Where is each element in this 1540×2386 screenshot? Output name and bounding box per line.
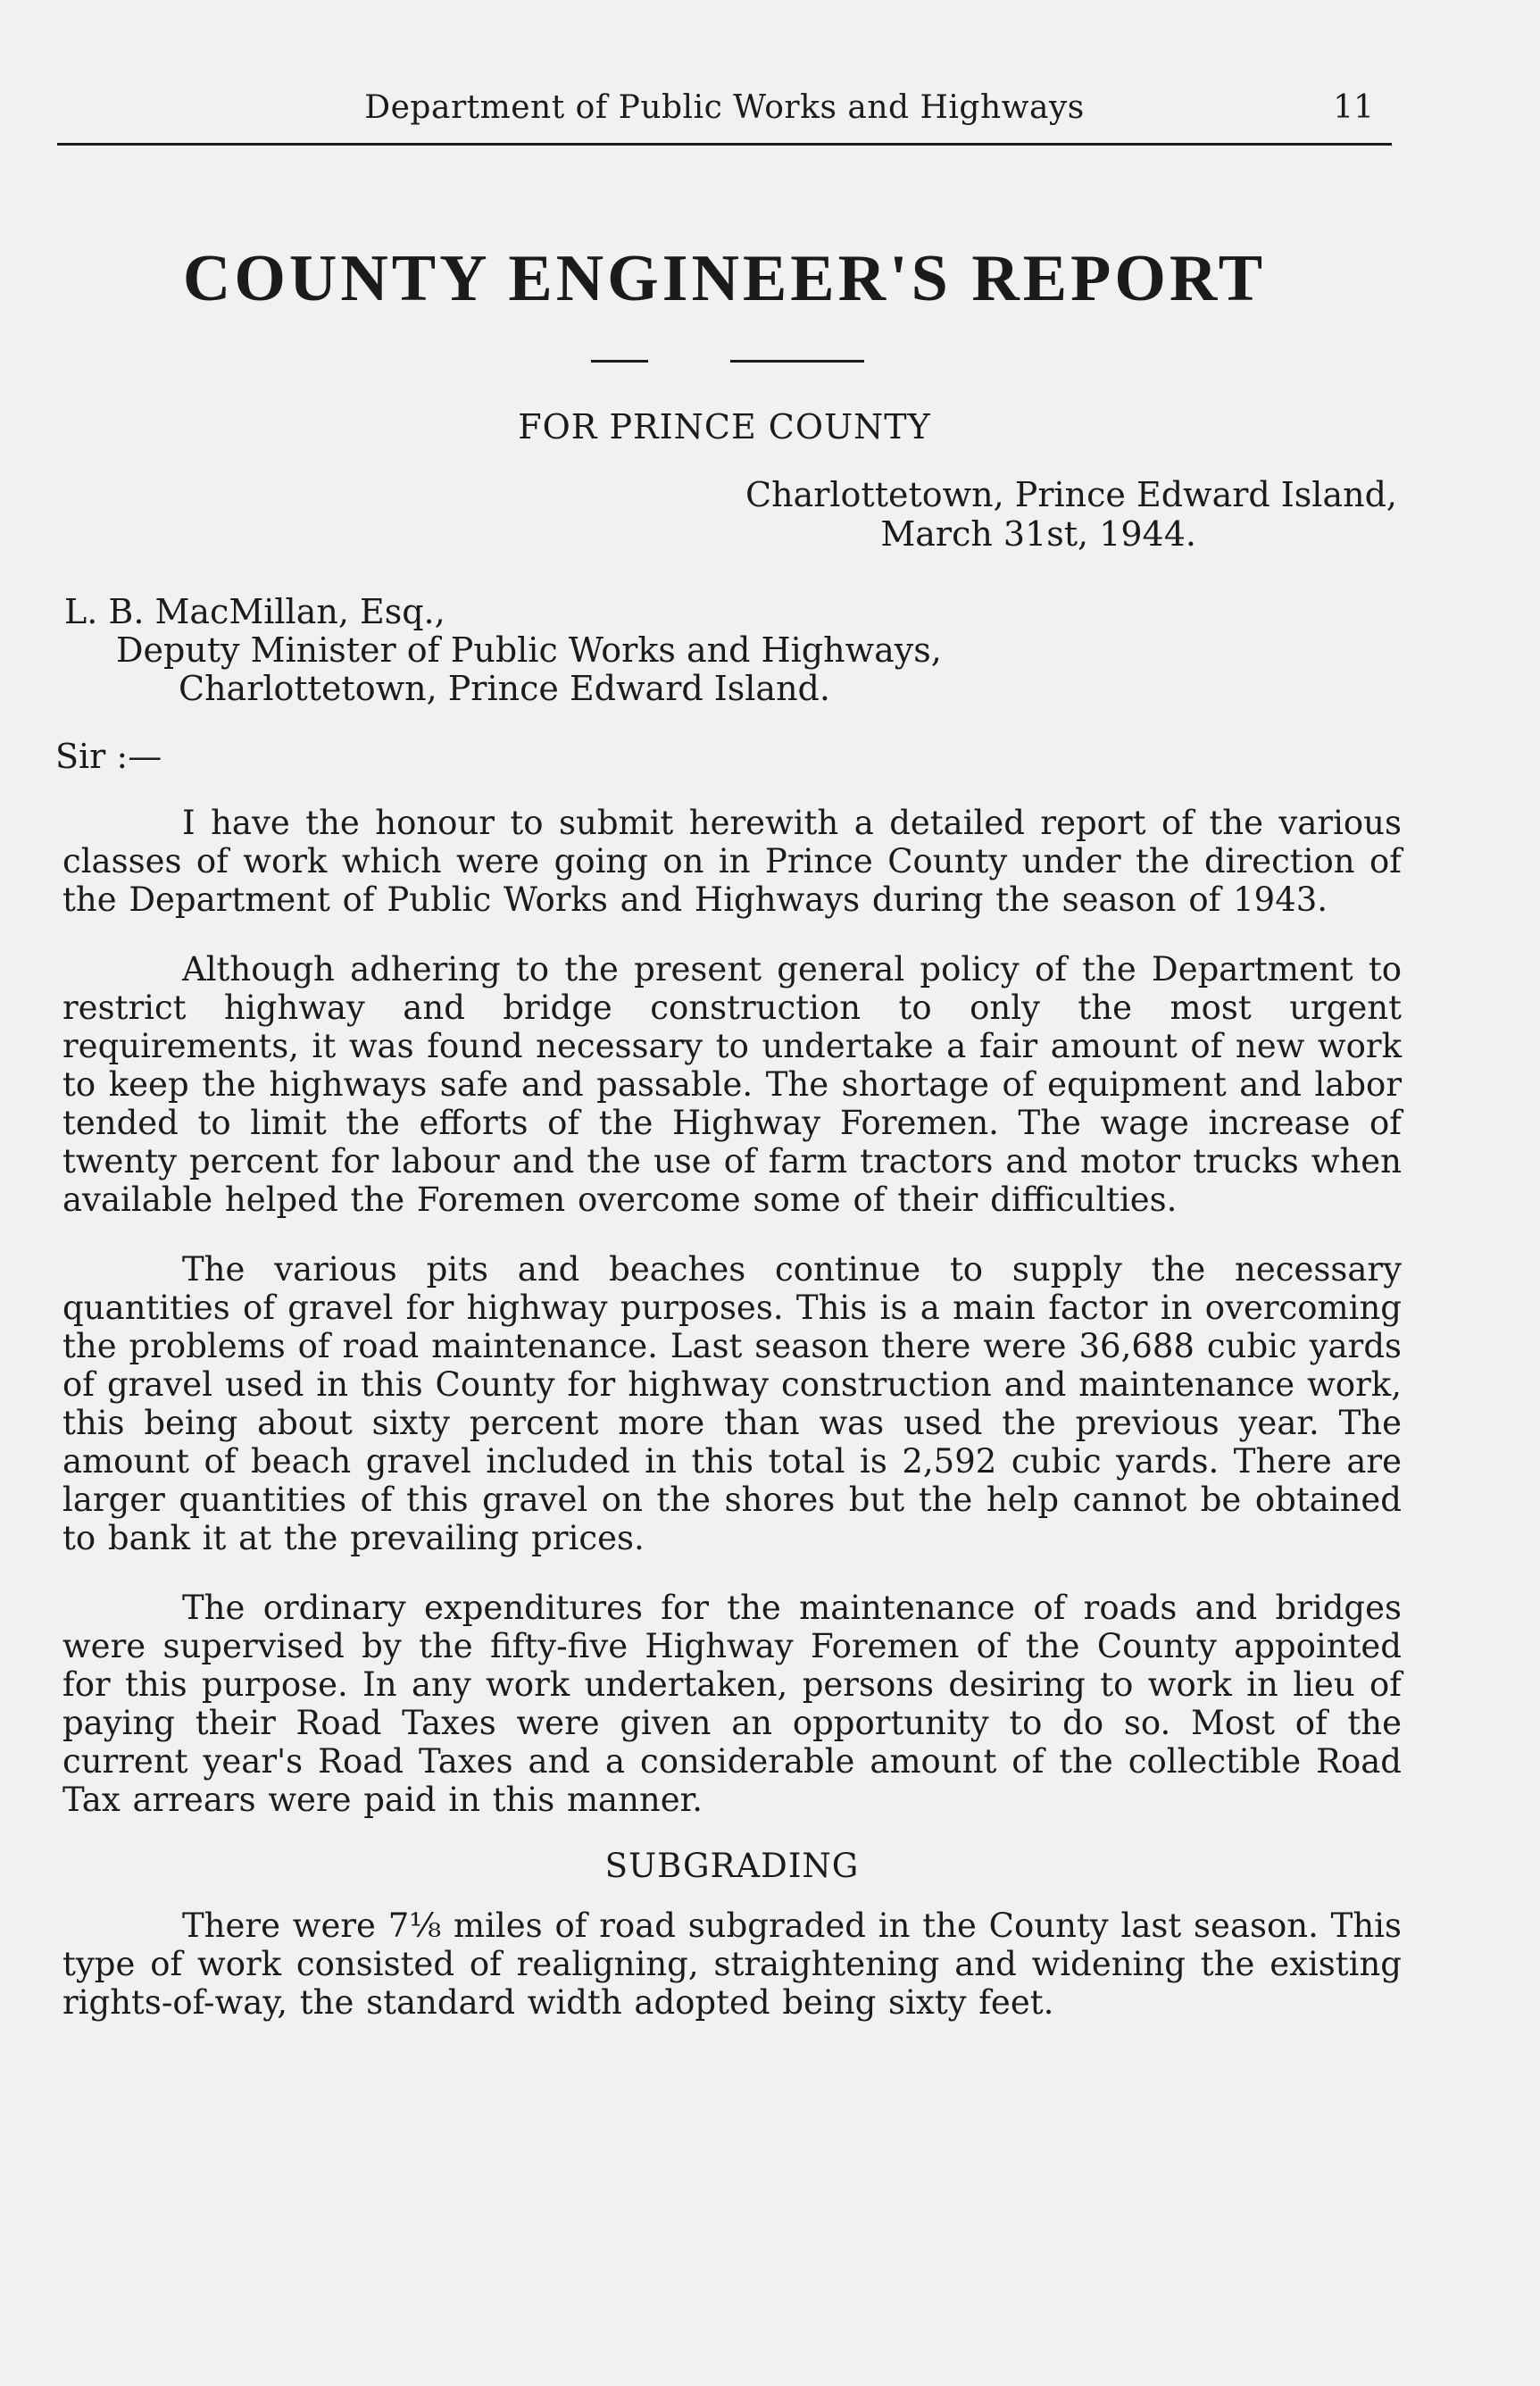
title-rule-right [730, 360, 864, 363]
recipient-location: Charlottetown, Prince Edward Island. [179, 669, 830, 708]
dateline-place: Charlottetown, Prince Edward Island, [745, 475, 1397, 514]
report-body [62, 804, 1402, 2053]
dateline-date: March 31st, 1944. [880, 514, 1196, 554]
salutation: Sir :— [55, 737, 162, 776]
section-heading-subgrading: SUBGRADING [604, 1847, 860, 1885]
title-rule-left [591, 360, 648, 363]
recipient-name: L. B. MacMillan, Esq., [64, 592, 445, 631]
report-title: COUNTY ENGINEER'S REPORT [182, 242, 1267, 315]
report-subtitle: FOR PRINCE COUNTY [518, 407, 931, 446]
dateline [745, 475, 1397, 554]
page-number: 11 [1333, 89, 1374, 126]
recipient-address [64, 593, 942, 708]
recipient-position: Deputy Minister of Public Works and Highways, [116, 630, 942, 670]
running-head [57, 89, 1392, 146]
paragraph: The ordinary expenditures for the maintenance of roads and bridges were supervised by the fifty-five Highway Foremen of the County appointed for this purpose. In any work undertaken, persons desiring to work in lieu of paying their Road Taxes were given an opportunity to do so. Most of the current year's Road Taxes and a considerable amount of the collectible Road Tax arrears were paid in this manner. [62, 1589, 1402, 1819]
paragraph: There were 7⅛ miles of road subgraded in the County last season. This type of work consisted of realigning, straightening and widening the existing rights-of-way, the standard width adopted being sixty feet. [62, 1906, 1402, 2022]
paragraph: The various pits and beaches continue to supply the necessary quantities of gravel for highway purposes. This is a main factor in overcoming the problems of road maintenance. Last season there were 36,688 cubic yards of gravel used in this County for highway construction and maintenance work, this being about sixty percent more than was used the previous year. The amount of beach gravel included in this total is 2,592 cubic yards. There are larger quantities of this gravel on the shores but the help cannot be obtained to bank it at the prevailing prices. [62, 1250, 1402, 1557]
paragraph: I have the honour to submit herewith a detailed report of the various classes of work which were going on in Prince County under the direction of the Department of Public Works and Highways during the season of 1943. [62, 804, 1402, 919]
paragraph: Although adhering to the present general policy of the Department to restrict highway and bridge construction to only the most urgent requirements, it was found necessary to undertake a fair amount of new work to keep the highways safe and passable. The shortage of equipment and labor tended to limit the efforts of the Highway Foremen. The wage increase of twenty percent for labour and the use of farm tractors and motor trucks when available helped the Foremen overcome some of their difficulties. [62, 950, 1402, 1219]
running-head-title: Department of Public Works and Highways [364, 89, 1085, 126]
